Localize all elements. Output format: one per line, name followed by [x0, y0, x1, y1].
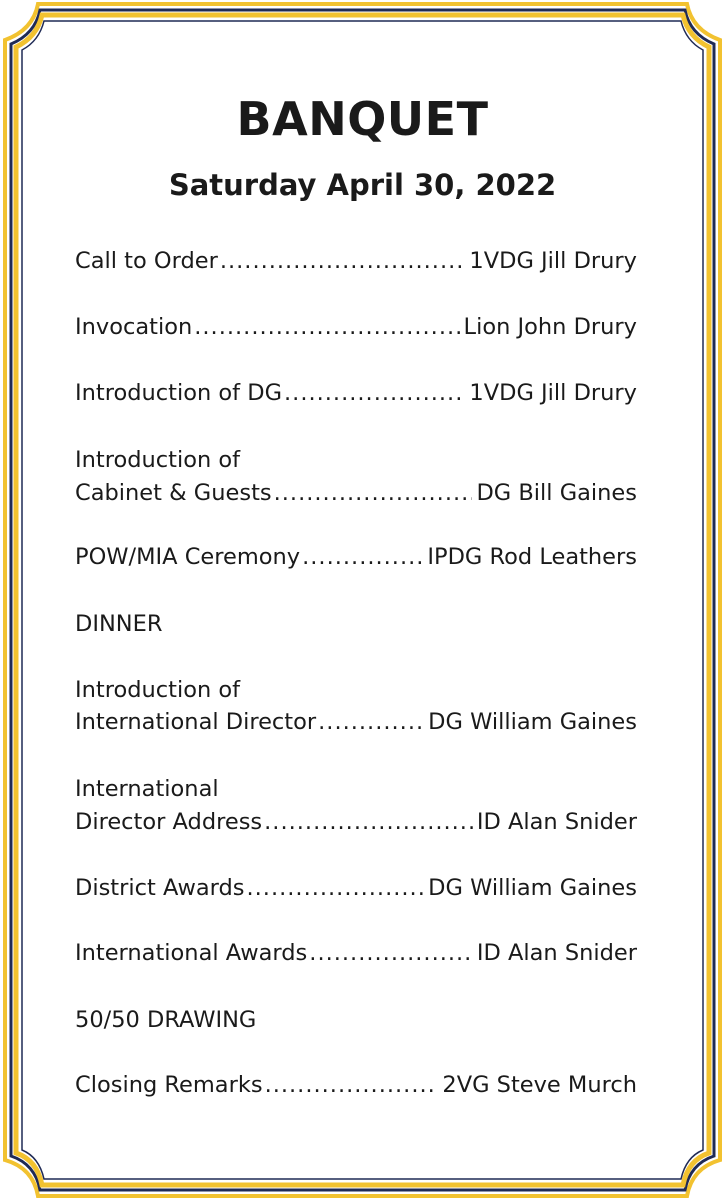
program-item-label-line1: Introduction of [75, 677, 241, 703]
program-item-dinner: DINNER [75, 611, 163, 637]
program-list [75, 0, 637, 1200]
program-item-presenter: IPDG Rod Leathers [427, 544, 637, 570]
dot-leader [309, 937, 473, 969]
page-title: BANQUET [236, 92, 489, 146]
program-item-presenter: 1VDG Jill Drury [469, 380, 637, 406]
program-item-call-to-order [75, 245, 637, 277]
dot-leader [274, 477, 473, 509]
program-item-label-line1: Introduction of [75, 447, 241, 473]
program-item-label: Invocation [75, 314, 193, 340]
program-item-presenter: ID Alan Snider [476, 940, 637, 966]
dot-leader [264, 806, 473, 838]
dot-leader [302, 541, 423, 573]
program-item-label: POW/MIA Ceremony [75, 544, 301, 570]
program-item-international-awards [75, 937, 637, 969]
program-item-director-address [75, 806, 637, 838]
program-item-label: Call to Order [75, 248, 218, 274]
program-item-50-50-drawing: 50/50 DRAWING [75, 1007, 257, 1033]
program-item-pow-mia-ceremony [75, 541, 637, 573]
program-item-presenter: Lion John Drury [463, 314, 637, 340]
program-item-label: International Awards [75, 940, 308, 966]
program-item-label: Introduction of DG [75, 380, 283, 406]
program-item-presenter: DG William Gaines [428, 709, 637, 735]
program-item-international-director [75, 706, 637, 738]
program-item-label: International Director [75, 709, 317, 735]
program-item-introduction-of-dg [75, 377, 637, 409]
dot-leader [284, 377, 465, 409]
program-item-presenter: ID Alan Snider [476, 809, 637, 835]
program-item-presenter: DG Bill Gaines [476, 480, 637, 506]
program-item-presenter: DG William Gaines [428, 875, 637, 901]
program-item-presenter: 2VG Steve Murch [442, 1072, 637, 1098]
program-item-label-line1: International [75, 776, 219, 802]
program-item-district-awards [75, 872, 637, 904]
program-item-cabinet-guests [75, 477, 637, 509]
program-item-invocation [75, 311, 637, 343]
dot-leader [194, 311, 459, 343]
program-item-label: Closing Remarks [75, 1072, 263, 1098]
dot-leader [220, 245, 466, 277]
event-date: Saturday April 30, 2022 [168, 168, 557, 202]
program-item-label: Director Address [75, 809, 263, 835]
dot-leader [265, 1069, 439, 1101]
program-item-closing-remarks [75, 1069, 637, 1101]
dot-leader [318, 706, 424, 738]
dot-leader [247, 872, 425, 904]
program-item-label: Cabinet & Guests [75, 480, 272, 506]
program-item-presenter: 1VDG Jill Drury [469, 248, 637, 274]
program-item-label: District Awards [75, 875, 245, 901]
